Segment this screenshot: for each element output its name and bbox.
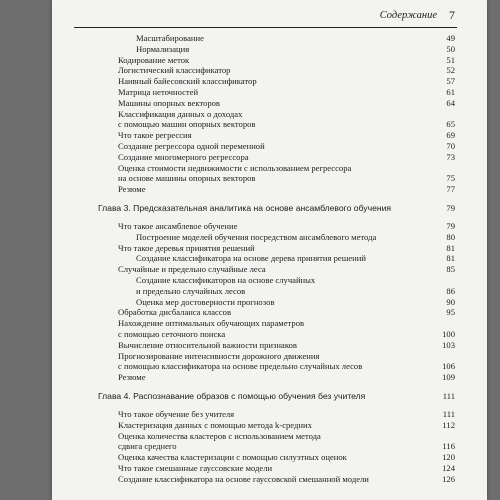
toc-entry — [100, 297, 455, 308]
toc-entry-page: 86 — [446, 285, 455, 296]
toc-entry-page: 79 — [446, 220, 455, 231]
toc-entry — [100, 474, 455, 485]
toc-entry-title: Построение моделей обучения посредством ансамблевого метода — [136, 231, 377, 242]
toc-entry — [100, 452, 455, 463]
table-of-contents — [100, 33, 455, 484]
toc-entry — [100, 372, 455, 383]
toc-entry — [100, 141, 455, 152]
toc-entry-page: 120 — [442, 452, 455, 463]
toc-entry-title: Оценка качества кластеризации с помощью силуэтных оценок — [118, 452, 347, 463]
running-header — [72, 10, 457, 28]
toc-entry-title: и предельно случайных лесов — [136, 285, 246, 296]
toc-entry-page: 106 — [442, 361, 455, 372]
toc-entry — [100, 163, 455, 174]
toc-entry — [100, 184, 455, 195]
toc-entry — [100, 232, 455, 243]
toc-entry-page: 100 — [442, 328, 455, 339]
toc-entry-page: 75 — [446, 173, 455, 184]
toc-entry — [100, 431, 455, 442]
toc-entry-page: 65 — [446, 119, 455, 130]
toc-entry-title: с помощью сеточного поиска — [118, 328, 226, 339]
toc-entry — [100, 44, 455, 55]
toc-entry-title: Резюме — [118, 372, 146, 383]
toc-entry-title: Кодирование меток — [118, 54, 190, 65]
toc-entry-page: 111 — [442, 408, 455, 419]
toc-entry-title: Наивный байесовский классификатор — [118, 76, 257, 87]
toc-entry-title: Вычисление относительной важности признаков — [118, 339, 297, 350]
toc-entry-page: 79 — [446, 202, 455, 213]
toc-entry-title: Нормализация — [136, 43, 190, 54]
toc-entry-title: на основе машины опорных векторов — [118, 173, 256, 184]
toc-entry-page: 90 — [446, 296, 455, 307]
toc-entry — [100, 329, 455, 340]
toc-entry-title: Оценка мер достоверности прогнозов — [136, 296, 275, 307]
toc-entry-page: 116 — [442, 441, 455, 452]
toc-entry — [100, 253, 455, 264]
toc-entry-title: Глава 4. Распознавание образов с помощью обучения без учителя — [98, 390, 366, 401]
toc-entry-page: 50 — [446, 43, 455, 54]
toc-entry — [100, 173, 455, 184]
toc-entry-page: 77 — [446, 184, 455, 195]
toc-entry — [100, 307, 455, 318]
toc-entry — [100, 340, 455, 351]
toc-entry-title: Логистический классификатор — [118, 65, 231, 76]
toc-entry-page: 64 — [446, 97, 455, 108]
toc-entry-title: Оценка стоимости недвижимости с использованием регрессора — [118, 162, 352, 173]
toc-entry-title: Что такое смешанные гауссовские модели — [118, 462, 273, 473]
toc-entry-title: Прогнозирование интенсивности дорожного движения — [118, 350, 320, 361]
toc-entry-title: Создание многомерного регрессора — [118, 151, 249, 162]
toc-entry-title: с помощью классификатора на основе предельно случайных лесов — [118, 361, 363, 372]
toc-entry — [100, 420, 455, 431]
toc-entry-title: Что такое деревья принятия решений — [118, 242, 255, 253]
toc-entry-title: Классификация данных о доходах — [118, 108, 243, 119]
toc-entry-page: 61 — [446, 86, 455, 97]
toc-entry-page: 95 — [446, 307, 455, 318]
toc-entry-page: 57 — [446, 76, 455, 87]
toc-entry — [100, 243, 455, 254]
toc-entry-page: 69 — [446, 130, 455, 141]
toc-entry-page: 109 — [442, 372, 455, 383]
header-page-number: 7 — [449, 8, 455, 22]
header-title: Содержание — [379, 10, 437, 21]
toc-entry — [100, 130, 455, 141]
toc-entry-page: 81 — [446, 253, 455, 264]
toc-entry — [100, 55, 455, 66]
toc-entry-page: 85 — [446, 264, 455, 275]
toc-entry — [100, 441, 455, 452]
toc-entry-title: Что такое регрессия — [118, 130, 192, 141]
toc-entry-page: 112 — [442, 419, 455, 430]
toc-entry-title: Случайные и предельно случайные леса — [118, 264, 266, 275]
header-rule — [74, 27, 457, 28]
toc-entry — [100, 119, 455, 130]
toc-entry-title: сдвига среднего — [118, 441, 177, 452]
toc-entry-title: Машины опорных векторов — [118, 97, 220, 108]
toc-entry-title: Обработка дисбаланса классов — [118, 307, 232, 318]
toc-chapter — [100, 201, 455, 215]
toc-entry-title: Глава 3. Предсказательная аналитика на основе ансамблевого обучения — [98, 202, 392, 213]
book-page — [52, 0, 487, 500]
toc-entry — [100, 109, 455, 120]
toc-entry — [100, 286, 455, 297]
toc-entry — [100, 318, 455, 329]
toc-entry-page: 70 — [446, 140, 455, 151]
toc-entry-page: 126 — [442, 473, 455, 484]
toc-entry — [100, 33, 455, 44]
toc-entry — [100, 87, 455, 98]
toc-entry-page: 80 — [446, 231, 455, 242]
toc-chapter — [100, 389, 455, 403]
toc-entry-title: Масштабирование — [136, 33, 204, 43]
toc-entry — [100, 463, 455, 474]
toc-entry — [100, 221, 455, 232]
toc-entry — [100, 264, 455, 275]
toc-entry — [100, 76, 455, 87]
toc-entry-page: 81 — [446, 242, 455, 253]
toc-entry-page: 52 — [446, 65, 455, 76]
toc-entry-page: 124 — [442, 462, 455, 473]
toc-entry-page: 49 — [446, 33, 455, 43]
toc-entry — [100, 65, 455, 76]
toc-entry-page: 73 — [446, 151, 455, 162]
toc-entry — [100, 351, 455, 362]
toc-entry-title: Резюме — [118, 184, 146, 195]
toc-entry-title: Создание классификатора на основе гауссовской смешанной модели — [118, 473, 369, 484]
toc-entry-title: Создание регрессора одной переменной — [118, 140, 265, 151]
toc-entry-title: Что такое обучение без учителя — [118, 408, 235, 419]
toc-entry-page: 111 — [442, 390, 455, 401]
toc-entry — [100, 275, 455, 286]
toc-entry — [100, 152, 455, 163]
toc-entry-page: 103 — [442, 339, 455, 350]
toc-entry-title: Что такое ансамблевое обучение — [118, 220, 238, 231]
toc-entry — [100, 361, 455, 372]
toc-entry — [100, 409, 455, 420]
toc-entry-title: Оценка количества кластеров с использованием метода — [118, 430, 321, 441]
toc-entry-title: Нахождение оптимальных обучающих параметров — [118, 318, 305, 329]
toc-entry-title: Создание классификатора на основе дерева принятия решений — [136, 253, 366, 264]
toc-entry-title: Создание классификаторов на основе случайных — [136, 274, 316, 285]
toc-entry-page: 51 — [446, 54, 455, 65]
toc-entry — [100, 98, 455, 109]
toc-entry-title: Кластеризация данных с помощью метода k-средних — [118, 419, 312, 430]
toc-entry-title: Матрица неточностей — [118, 86, 199, 97]
toc-entry-title: с помощью машин опорных векторов — [118, 119, 256, 130]
